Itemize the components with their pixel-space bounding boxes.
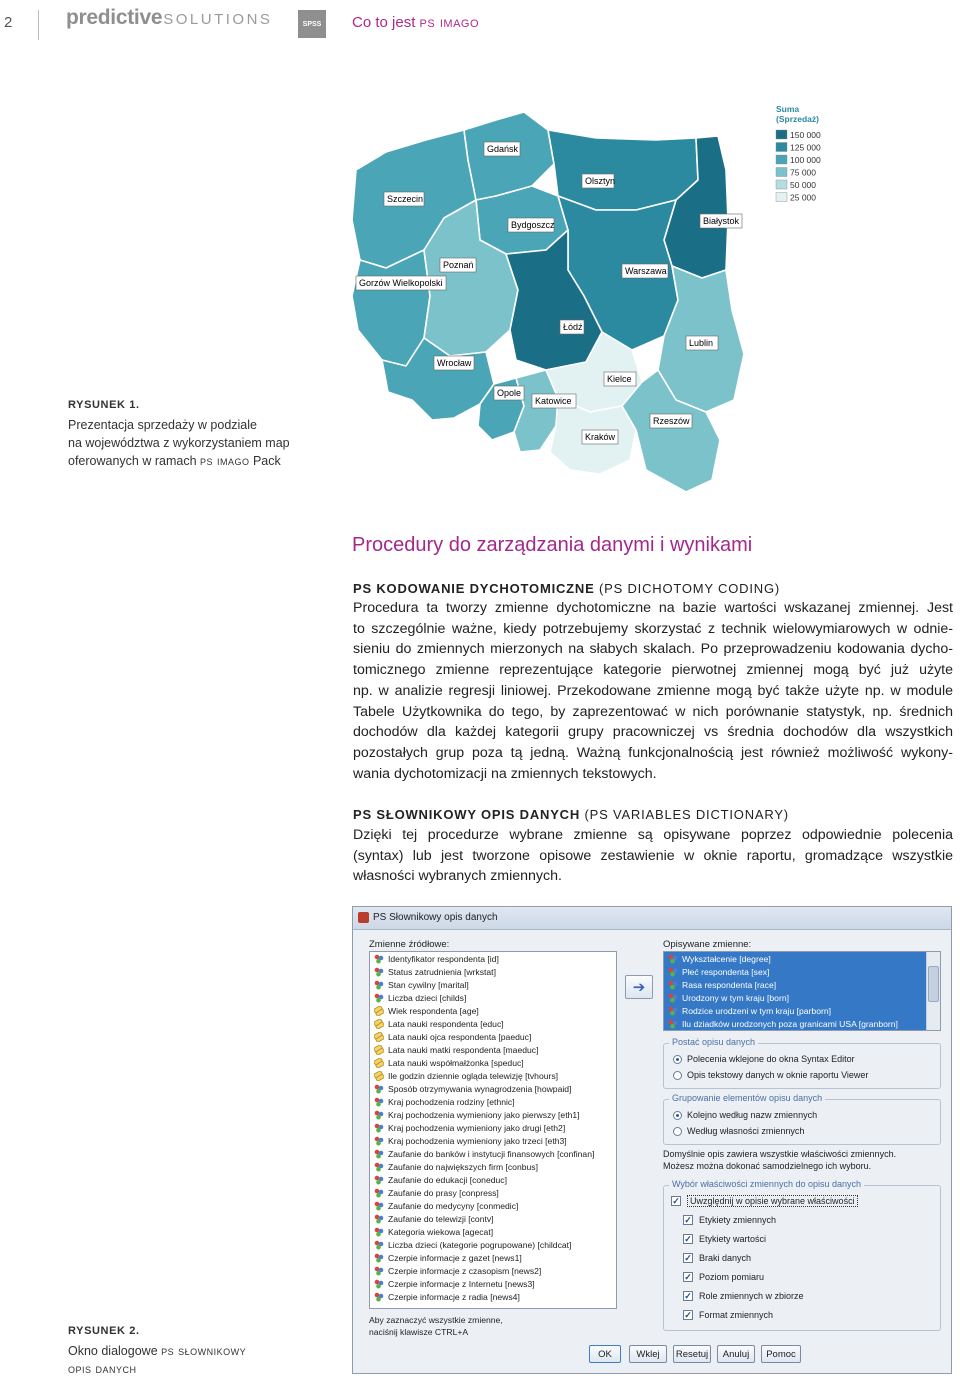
nominal-variable-icon: [374, 1214, 384, 1224]
checkmark-icon: ✓: [684, 1272, 692, 1282]
nominal-variable-icon: [374, 1240, 384, 1250]
cancel-button[interactable]: Anuluj: [717, 1345, 755, 1363]
map-legend: [776, 104, 821, 203]
variable-label: Sposób otrzymywania wynagrodzenia [howpaid]: [388, 1083, 572, 1094]
variable-label: Wykształcenie [degree]: [682, 953, 771, 964]
variable-label: Liczba dzieci (kategorie pogrupowane) [childcat]: [388, 1239, 572, 1250]
label-szczecin: [384, 192, 424, 206]
figure2-caption: [68, 1342, 246, 1378]
property-label: Etykiety wartości: [699, 1234, 767, 1244]
source-variable-item[interactable]: [370, 1290, 616, 1303]
legend-label: 50 000: [790, 180, 816, 190]
source-variable-item[interactable]: [370, 1186, 616, 1199]
source-variable-item[interactable]: [370, 1004, 616, 1017]
legend-label: 25 000: [790, 192, 816, 203]
dialog-title-bar[interactable]: [353, 907, 951, 930]
info-line-1: Domyślnie opis zawiera wszystkie właściwości zmiennych.: [663, 1149, 897, 1159]
label-bydgoszcz: [508, 218, 555, 232]
legend-swatch: [776, 180, 787, 189]
svg-text:Poznań: Poznań: [443, 260, 474, 270]
header-link-prefix: Co to jest: [352, 14, 420, 31]
svg-text:Rzeszów: Rzeszów: [653, 416, 690, 426]
variable-label: Stan cywilny [marital]: [388, 979, 469, 990]
described-variable-item[interactable]: [664, 991, 926, 1004]
variable-label: Czerpie informacje z Internetu [news3]: [388, 1278, 535, 1289]
variable-label: Lata nauki ojca respondenta [paeduc]: [388, 1031, 532, 1042]
svg-text:Opole: Opole: [497, 388, 522, 398]
header-link-product: ps imago: [419, 14, 480, 31]
label-lublin: [686, 336, 718, 350]
move-variable-button[interactable]: [625, 975, 653, 999]
source-variable-item[interactable]: [370, 952, 616, 965]
checkmark-icon: ✓: [684, 1234, 692, 1244]
checkmark-icon: ✓: [684, 1215, 692, 1225]
variable-label: Urodzony w tym kraju [born]: [682, 992, 789, 1003]
paragraph-line: Procedura ta tworzy zmienne dychotomiczne na bazie wartości wskazanej zmiennej. Jest: [353, 600, 953, 616]
nominal-variable-icon: [374, 967, 384, 977]
nominal-variable-icon: [374, 1175, 384, 1185]
variable-label: Czerpie informacje z gazet [news1]: [388, 1252, 522, 1263]
property-label: Etykiety zmiennych: [699, 1215, 777, 1225]
ok-button[interactable]: OK: [589, 1345, 621, 1363]
svg-text:Gorzów Wielkopolski: Gorzów Wielkopolski: [359, 278, 443, 288]
radio-by-variable-name[interactable]: Kolejno według nazw zmiennych: [673, 1110, 817, 1120]
para1-heading: PS KODOWANIE DYCHOTOMICZNE (PS DICHOTOMY CODING): [353, 581, 780, 596]
label-poznan: [440, 258, 476, 272]
source-list-label: Zmienne źródłowe:: [369, 939, 450, 950]
variable-label: Lata nauki respondenta [educ]: [388, 1018, 504, 1029]
source-variable-item[interactable]: [370, 1173, 616, 1186]
variable-label: Kraj pochodzenia wymieniony jako pierwszy [eth1]: [388, 1109, 580, 1120]
label-krakow: [582, 430, 618, 444]
checkmark-icon: ✓: [684, 1291, 692, 1301]
para2-body: [353, 825, 953, 887]
variable-label: Zaufanie do banków i instytucji finansowych [confinan]: [388, 1148, 595, 1159]
property-label: Poziom pomiaru: [699, 1272, 765, 1282]
variables-dictionary-dialog: [352, 906, 952, 1374]
source-variable-item[interactable]: [370, 1264, 616, 1277]
arrow-left-icon: ➔: [632, 979, 646, 996]
spss-badge: SPSS: [298, 10, 326, 38]
scale-variable-icon: [374, 1045, 384, 1055]
variable-label: Kraj pochodzenia wymieniony jako drugi [eth2]: [388, 1122, 566, 1133]
logo-sub-text: SOLUTIONS: [163, 11, 273, 28]
property-label: Role zmiennych w zbiorze: [699, 1291, 804, 1301]
paragraph-line: np. w analizie regresji liniowej. Przekodowane zmienne mogą być także użyte np. w module: [353, 682, 953, 699]
nominal-variable-icon: [374, 1110, 384, 1120]
page-number: 2: [4, 14, 13, 31]
figure1-caption-line1: Prezentacja sprzedaży w podziale: [68, 418, 257, 432]
source-variable-item[interactable]: [370, 1134, 616, 1147]
variable-label: Zaufanie do medycyny [conmedic]: [388, 1200, 519, 1211]
svg-text:Kraków: Kraków: [585, 432, 616, 442]
source-variable-item[interactable]: [370, 1056, 616, 1069]
described-variable-item[interactable]: [664, 965, 926, 978]
properties-title: Wybór właściwości zmiennych do opisu danych: [669, 1179, 864, 1189]
figure2-caption-line1: Okno dialogowe ps słownikowy: [68, 1344, 247, 1358]
output-format-group: [663, 1043, 941, 1089]
source-variable-item[interactable]: [370, 1225, 616, 1238]
nominal-variable-icon: [374, 1292, 384, 1302]
variable-label: Płeć respondenta [sex]: [682, 966, 770, 977]
property-checkbox[interactable]: [683, 1291, 804, 1301]
source-variable-item[interactable]: [370, 1251, 616, 1264]
reset-button[interactable]: Resetuj: [673, 1345, 711, 1363]
checkmark-icon: ✓: [684, 1253, 692, 1263]
nominal-variable-icon: [374, 1162, 384, 1172]
label-warszawa: [622, 264, 668, 278]
variable-label: Czerpie informacje z czasopism [news2]: [388, 1265, 542, 1276]
variable-label: Kraj pochodzenia rodziny [ethnic]: [388, 1096, 515, 1107]
source-variable-item[interactable]: [370, 1069, 616, 1082]
checkmark-icon: ✓: [684, 1310, 692, 1320]
poland-sales-map: [346, 100, 826, 500]
property-checkbox[interactable]: [683, 1310, 773, 1320]
label-bialystok: [700, 214, 742, 228]
variable-label: Status zatrudnienia [wrkstat]: [388, 966, 496, 977]
predictive-solutions-logo: [66, 6, 272, 30]
svg-text:Szczecin: Szczecin: [387, 194, 424, 204]
label-gdansk: [484, 142, 520, 156]
label-opole: [494, 386, 524, 400]
logo-main-text: predictive: [66, 6, 163, 29]
scale-variable-icon: [374, 1006, 384, 1016]
source-variable-item[interactable]: [370, 1238, 616, 1251]
label-olsztyn: [582, 174, 615, 188]
scale-variable-icon: [374, 1032, 384, 1042]
variable-label: Lata nauki współmałżonka [speduc]: [388, 1057, 524, 1068]
figure1-caption: [68, 416, 290, 470]
variable-label: Ile godzin dziennie ogląda telewizję [tvhours]: [388, 1070, 559, 1081]
source-variable-item[interactable]: [370, 1095, 616, 1108]
nominal-variable-icon: [668, 1006, 678, 1016]
scale-variable-icon: [374, 1058, 384, 1068]
source-variable-item[interactable]: [370, 991, 616, 1004]
variable-label: Ilu dziadków urodzonych poza granicami USA [granborn]: [682, 1018, 898, 1029]
property-checkbox[interactable]: [683, 1215, 776, 1225]
help-button[interactable]: Pomoc: [761, 1345, 801, 1363]
variable-label: Zaufanie do telewizji [contv]: [388, 1213, 494, 1224]
source-variable-item[interactable]: [370, 1160, 616, 1173]
source-variable-item[interactable]: [370, 1121, 616, 1134]
nominal-variable-icon: [374, 954, 384, 964]
described-variable-list[interactable]: [663, 951, 941, 1031]
variable-label: Kraj pochodzenia wymieniony jako trzeci [eth3]: [388, 1135, 567, 1146]
para2-heading: PS SŁOWNIKOWY OPIS DANYCH (PS VARIABLES DICTIONARY): [353, 807, 789, 822]
paste-button[interactable]: Wklej: [629, 1345, 667, 1363]
nominal-variable-icon: [374, 1227, 384, 1237]
nominal-variable-icon: [374, 1279, 384, 1289]
nominal-variable-icon: [374, 1188, 384, 1198]
svg-text:Łódź: Łódź: [563, 322, 583, 332]
region-olsztyn: [548, 130, 698, 210]
variable-label: Kategoria wiekowa [agecat]: [388, 1226, 494, 1237]
label-wroclaw: [434, 356, 474, 370]
hint-line-1: Aby zaznaczyć wszystkie zmienne,: [369, 1315, 503, 1325]
figure2-caption-line2: opis danych: [68, 1362, 137, 1376]
variable-label: Wiek respondenta [age]: [388, 1005, 479, 1016]
nominal-variable-icon: [668, 967, 678, 977]
legend-swatch: [776, 155, 787, 164]
svg-text:Bydgoszcz: Bydgoszcz: [511, 220, 555, 230]
nominal-variable-icon: [668, 993, 678, 1003]
scale-variable-icon: [374, 1019, 384, 1029]
svg-text:Katowice: Katowice: [535, 396, 572, 406]
app-icon: [358, 912, 369, 923]
radio-syntax-editor[interactable]: Polecenia wklejone do okna Syntax Editor: [673, 1054, 855, 1064]
property-checkbox[interactable]: [683, 1234, 766, 1244]
property-checkbox[interactable]: [683, 1272, 764, 1282]
nominal-variable-icon: [374, 993, 384, 1003]
figure1-label: RYSUNEK 1.: [68, 399, 140, 411]
paragraph-line: to szczególnie ważne, kiedy potrzebujemy skorzystać z technik wielowymiarowych w odnie-: [353, 620, 953, 637]
property-checkbox[interactable]: [683, 1253, 751, 1263]
source-variable-item[interactable]: [370, 1277, 616, 1290]
legend-swatch: [776, 130, 787, 139]
described-variable-item[interactable]: [664, 978, 926, 991]
nominal-variable-icon: [374, 1201, 384, 1211]
source-variable-item[interactable]: [370, 1082, 616, 1095]
dialog-title: PS Słownikowy opis danych: [373, 912, 498, 923]
nominal-variable-icon: [668, 980, 678, 990]
legend-label: 125 000: [790, 142, 821, 153]
figure1-caption-line2: na województwa z wykorzystaniem map: [68, 436, 290, 450]
variable-label: Czerpie informacje z radia [news4]: [388, 1291, 520, 1302]
output-format-title: Postać opisu danych: [669, 1037, 758, 1047]
paragraph-line: Dzięki tej procedurze wybrane zmienne są opisywane poprzez odpowiednie polecenia: [353, 827, 953, 843]
header-divider: [38, 10, 39, 40]
radio-by-property[interactable]: Według własności zmiennych: [673, 1126, 804, 1136]
label-kielce: [604, 372, 636, 386]
section-title: Procedury do zarządzania danymi i wynikami: [352, 534, 753, 556]
described-variable-item[interactable]: [664, 1004, 926, 1017]
svg-text:Lublin: Lublin: [689, 338, 714, 348]
paragraph-line: (syntax) lub jest tworzone opisowe zestawienie w oknie raportu, gromadzące wszystkie: [353, 847, 953, 864]
variable-label: Lata nauki matki respondenta [maeduc]: [388, 1044, 539, 1055]
hint-line-2: naciśnij klawisze CTRL+A: [369, 1327, 469, 1337]
label-rzeszow: [650, 414, 692, 428]
nominal-variable-icon: [374, 1149, 384, 1159]
svg-text:Wrocław: Wrocław: [437, 358, 472, 368]
paragraph-line: pozostałych grup poza tą jedną. Ważną funkcjonalnością jest również możliwość wykony-: [353, 744, 953, 761]
paragraph-line: Tabele Użytkownika do tego, by zaprezentować w nich porównanie statystyk, np. średnich: [353, 703, 953, 720]
grouping-title: Grupowanie elementów opisu danych: [669, 1093, 825, 1103]
svg-text:Gdańsk: Gdańsk: [487, 144, 519, 154]
svg-text:Warszawa: Warszawa: [625, 266, 667, 276]
legend-label: 150 000: [790, 130, 821, 140]
nominal-variable-icon: [668, 1019, 678, 1029]
source-variable-item[interactable]: [370, 978, 616, 991]
source-variable-item[interactable]: [370, 1017, 616, 1030]
legend-swatch: [776, 143, 787, 152]
svg-text:Suma: Suma: [776, 104, 800, 114]
property-label: Format zmiennych: [699, 1310, 774, 1320]
source-variable-item[interactable]: [370, 1043, 616, 1056]
paragraph-line: własności wybranych zmiennych.: [353, 868, 562, 885]
nominal-variable-icon: [668, 954, 678, 964]
variable-label: Rodzice urodzeni w tym kraju [parborn]: [682, 1005, 832, 1016]
variable-label: Identyfikator respondenta [id]: [388, 953, 499, 964]
nominal-variable-icon: [374, 1123, 384, 1133]
scale-variable-icon: [374, 1071, 384, 1081]
legend-label: 75 000: [790, 167, 816, 178]
described-list-label: Opisywane zmienne:: [663, 939, 752, 950]
paragraph-line: sieniu do zmiennych mierzonych na słabych skalach. Po przeprowadzeniu kodowania dycho-: [353, 641, 953, 658]
source-variable-item[interactable]: [370, 1030, 616, 1043]
source-variable-item[interactable]: [370, 1212, 616, 1225]
checkbox-include-selected[interactable]: ✓ Uwzględnij w opisie wybrane właściwości: [671, 1195, 858, 1207]
source-variable-item[interactable]: [370, 1147, 616, 1160]
source-variable-item[interactable]: [370, 965, 616, 978]
variable-label: Zaufanie do największych firm [conbus]: [388, 1161, 538, 1172]
nominal-variable-icon: [374, 1084, 384, 1094]
nominal-variable-icon: [374, 980, 384, 990]
legend-swatch: [776, 168, 787, 177]
paragraph-line: wania dychotomizacji na zmiennych tekstowych.: [353, 765, 657, 782]
figure1-caption-line3: oferowanych w ramach ps imago Pack: [68, 454, 281, 468]
nominal-variable-icon: [374, 1253, 384, 1263]
label-katowice: [532, 394, 576, 408]
source-variable-item[interactable]: [370, 1108, 616, 1121]
grouping-group: [663, 1099, 941, 1145]
nominal-variable-icon: [374, 1136, 384, 1146]
svg-text:Białystok: Białystok: [703, 216, 740, 226]
info-line-2: Możesz można dokonać samodzielnego ich wyboru.: [663, 1161, 872, 1171]
svg-text:(Sprzedaż): (Sprzedaż): [776, 114, 819, 124]
paragraph-line: dochodów dla każdej kategorii grupy pracowniczej vs średnia dochodów dla wszystkich: [353, 724, 953, 741]
nominal-variable-icon: [374, 1266, 384, 1276]
label-lodz: [560, 320, 584, 334]
source-variable-list[interactable]: [369, 951, 617, 1309]
nominal-variable-icon: [374, 1097, 384, 1107]
described-variable-item[interactable]: [664, 1017, 926, 1030]
legend-label: 100 000: [790, 155, 821, 165]
paragraph-line: tomicznego zmienne reprezentujące kategorie pierwotnej zmiennej mogą być już użyte: [353, 662, 953, 679]
svg-text:Olsztyn: Olsztyn: [585, 176, 616, 186]
legend-swatch: [776, 193, 787, 202]
figure2-label: RYSUNEK 2.: [68, 1325, 140, 1337]
source-variable-item[interactable]: [370, 1199, 616, 1212]
radio-viewer-report[interactable]: Opis tekstowy danych w oknie raportu Viewer: [673, 1070, 868, 1080]
described-variable-item[interactable]: [664, 952, 926, 965]
variable-label: Zaufanie do edukacji [coneduc]: [388, 1174, 507, 1185]
variable-label: Zaufanie do prasy [conpress]: [388, 1187, 499, 1198]
svg-text:Kielce: Kielce: [607, 374, 632, 384]
property-label: Braki danych: [699, 1253, 752, 1263]
described-list-scrollbar[interactable]: [926, 952, 940, 1030]
para1-body: [353, 598, 953, 784]
scroll-thumb[interactable]: [928, 966, 939, 1002]
variable-label: Rasa respondenta [race]: [682, 979, 777, 990]
variable-label: Liczba dzieci [childs]: [388, 992, 467, 1003]
header-section-title[interactable]: [352, 14, 479, 31]
label-gorzow: [356, 276, 446, 290]
